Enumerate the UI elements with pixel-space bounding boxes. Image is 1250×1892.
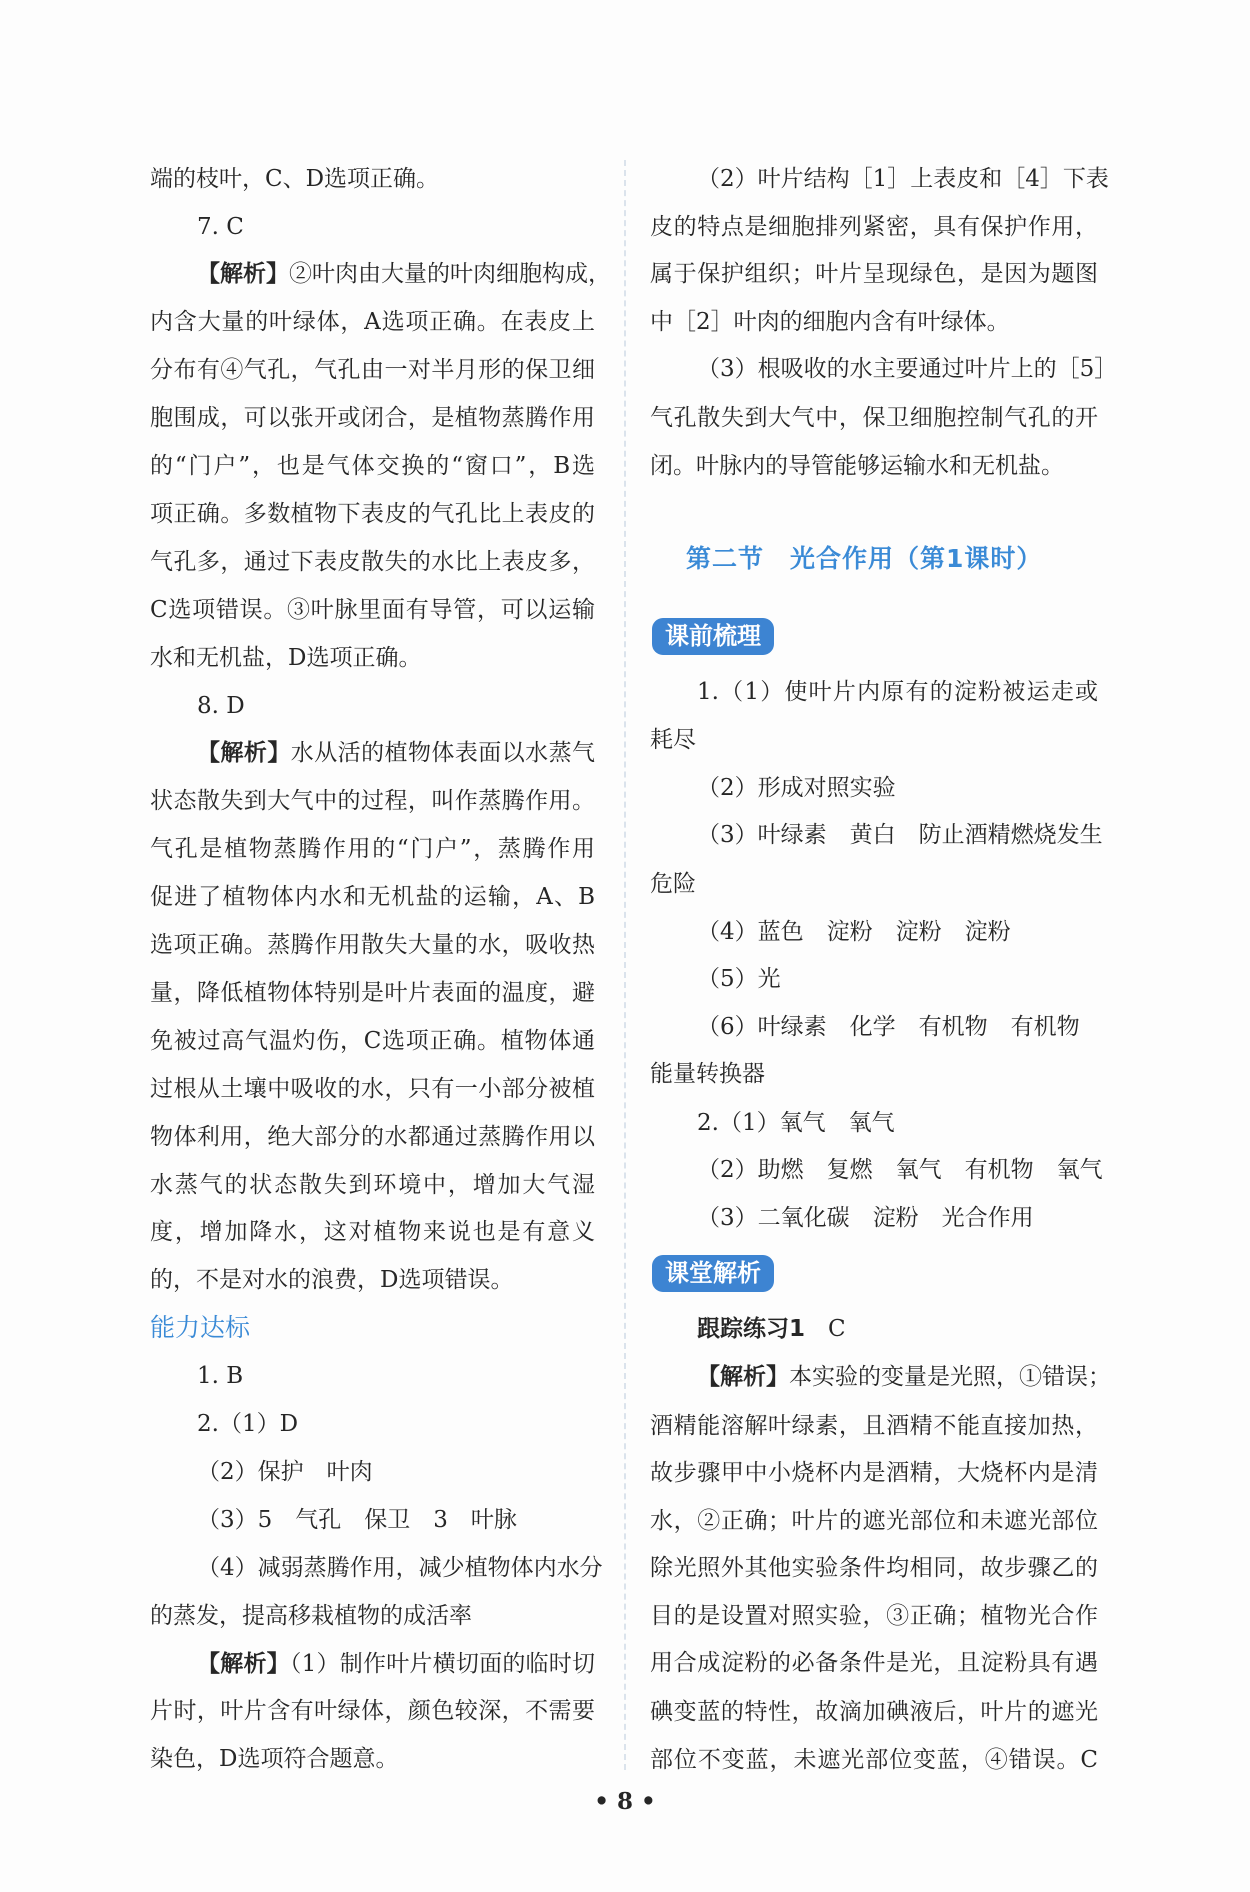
text-line: 皮的特点是细胞排列紧密，具有保护作用，: [650, 214, 1098, 240]
answer-line: （2）保护 叶肉: [197, 1459, 373, 1485]
text-line: 免被过高气温灼伤，C选项正确。植物体通: [150, 1028, 595, 1054]
text-line: 水，②正确；叶片的遮光部位和未遮光部位: [650, 1508, 1098, 1534]
text-line: 片时，叶片含有叶绿体，颜色较深，不需要: [150, 1698, 595, 1724]
text-line: 物体利用，绝大部分的水都通过蒸腾作用以: [150, 1124, 595, 1150]
answer-line: （6）叶绿素 化学 有机物 有机物: [697, 1014, 1080, 1040]
answer-line: （2）助燃 复燃 氧气 有机物 氧气: [697, 1157, 1103, 1183]
exercise-line: [650, 1314, 1098, 1344]
text-line: 的“门户”，也是气体交换的“窗口”，B选: [150, 453, 595, 479]
answer-line: （3）5 气孔 保卫 3 叶脉: [197, 1507, 517, 1533]
answer-line: （5）光: [697, 966, 781, 992]
answer-line: 能量转换器: [650, 1061, 765, 1087]
text-line: 项正确。多数植物下表皮的气孔比上表皮的: [150, 501, 595, 527]
text-span: 水从活的植物体表面以水蒸气: [290, 740, 595, 766]
text-line: 除光照外其他实验条件均相同，故步骤乙的: [650, 1555, 1098, 1581]
exercise-answer: C: [828, 1316, 846, 1342]
text-span: ②叶肉由大量的叶肉细胞构成，: [289, 261, 611, 287]
text-line: 过根从土壤中吸收的水，只有一小部分被植: [150, 1076, 595, 1102]
text-line: 水和无机盐，D选项正确。: [150, 645, 422, 671]
text-line: 酒精能溶解叶绿素，且酒精不能直接加热，: [650, 1413, 1098, 1439]
analysis-label: 【解析】: [197, 740, 291, 766]
text-line: 染色，D选项符合题意。: [150, 1746, 399, 1772]
text-line: 度，增加降水，这对植物来说也是有意义: [150, 1219, 595, 1245]
section-badge-preview: 课前梳理: [652, 618, 774, 655]
text-line: 选项正确。蒸腾作用散失大量的水，吸收热: [150, 932, 595, 958]
text-line: 气孔散失到大气中，保卫细胞控制气孔的开: [650, 405, 1098, 431]
text-span: 本实验的变量是光照，①错误；: [789, 1364, 1111, 1390]
page-number: • 8 •: [594, 1788, 656, 1815]
text-line: 促进了植物体内水和无机盐的运输，A、B: [150, 884, 595, 910]
text-line: [150, 1649, 595, 1679]
text-line: 气孔是植物蒸腾作用的“门户”，蒸腾作用: [150, 836, 595, 862]
text-line: C选项错误。③叶脉里面有导管，可以运输: [150, 597, 595, 623]
text-line: 用合成淀粉的必备条件是光，且淀粉具有遇: [650, 1650, 1098, 1676]
answer-line: （3）叶绿素 黄白 防止酒精燃烧发生: [697, 822, 1103, 848]
text-line: 属于保护组织；叶片呈现绿色，是因为题图: [650, 261, 1098, 287]
spacer: [805, 1316, 828, 1342]
text-line: [150, 259, 611, 289]
analysis-label: 【解析】: [197, 1651, 290, 1677]
text-line: （2）叶片结构［1］上表皮和［4］下表: [697, 166, 1109, 192]
text-line: 量，降低植物体特别是叶片表面的温度，避: [150, 980, 595, 1006]
text-line: [150, 738, 595, 768]
answer-line: 的蒸发，提高移栽植物的成活率: [150, 1603, 472, 1629]
text-line: 胞围成，可以张开或闭合，是植物蒸腾作用: [150, 405, 595, 431]
answer-line: 2.（1）D: [197, 1411, 299, 1437]
answer-line: （2）形成对照实验: [697, 775, 896, 801]
text-line: [650, 1362, 1111, 1392]
answer-line: 耗尽: [650, 727, 696, 753]
answer-line: 1. B: [197, 1363, 244, 1389]
text-line: 状态散失到大气中的过程，叫作蒸腾作用。: [150, 788, 595, 814]
section-badge-analysis: 课堂解析: [652, 1255, 774, 1292]
answer-line: （3）二氧化碳 淀粉 光合作用: [697, 1205, 1034, 1231]
answer-line: 7. C: [197, 214, 244, 240]
text-line: （3）根吸收的水主要通过叶片上的［5］: [697, 356, 1118, 382]
column-divider: [624, 160, 626, 1770]
text-line: 气孔多，通过下表皮散失的水比上表皮多，: [150, 549, 595, 575]
section-heading: 能力达标: [150, 1313, 251, 1342]
analysis-label: 【解析】: [197, 261, 289, 287]
answer-line: （4）减弱蒸腾作用，减少植物体内水分: [197, 1555, 603, 1581]
analysis-label: 【解析】: [697, 1364, 789, 1390]
answer-line: 8. D: [197, 693, 245, 719]
text-line: 部位不变蓝，未遮光部位变蓝，④错误。C: [650, 1747, 1098, 1773]
exercise-label: 跟踪练习1: [697, 1316, 806, 1342]
text-line: 的，不是对水的浪费，D选项错误。: [150, 1267, 514, 1293]
answer-line: 2.（1）氧气 氧气: [697, 1110, 895, 1136]
text-line: 端的枝叶，C、D选项正确。: [150, 166, 440, 192]
answer-line: 1.（1）使叶片内原有的淀粉被运走或: [697, 679, 1098, 705]
text-line: 分布有④气孔，气孔由一对半月形的保卫细: [150, 357, 595, 383]
answer-line: （4）蓝色 淀粉 淀粉 淀粉: [697, 919, 1011, 945]
text-line: 闭。叶脉内的导管能够运输水和无机盐。: [650, 453, 1064, 479]
text-line: 内含大量的叶绿体，A选项正确。在表皮上: [150, 309, 595, 335]
text-line: 水蒸气的状态散失到环境中，增加大气湿: [150, 1172, 595, 1198]
text-span: （1）制作叶片横切面的临时切: [289, 1651, 596, 1677]
answer-line: 危险: [650, 871, 696, 897]
chapter-title: 第二节 光合作用（第1课时）: [686, 544, 1043, 573]
text-line: 碘变蓝的特性，故滴加碘液后，叶片的遮光: [650, 1699, 1098, 1725]
text-line: 目的是设置对照实验，③正确；植物光合作: [650, 1603, 1098, 1629]
text-line: 中［2］叶肉的细胞内含有叶绿体。: [650, 309, 1010, 335]
text-line: 故步骤甲中小烧杯内是酒精，大烧杯内是清: [650, 1460, 1098, 1486]
